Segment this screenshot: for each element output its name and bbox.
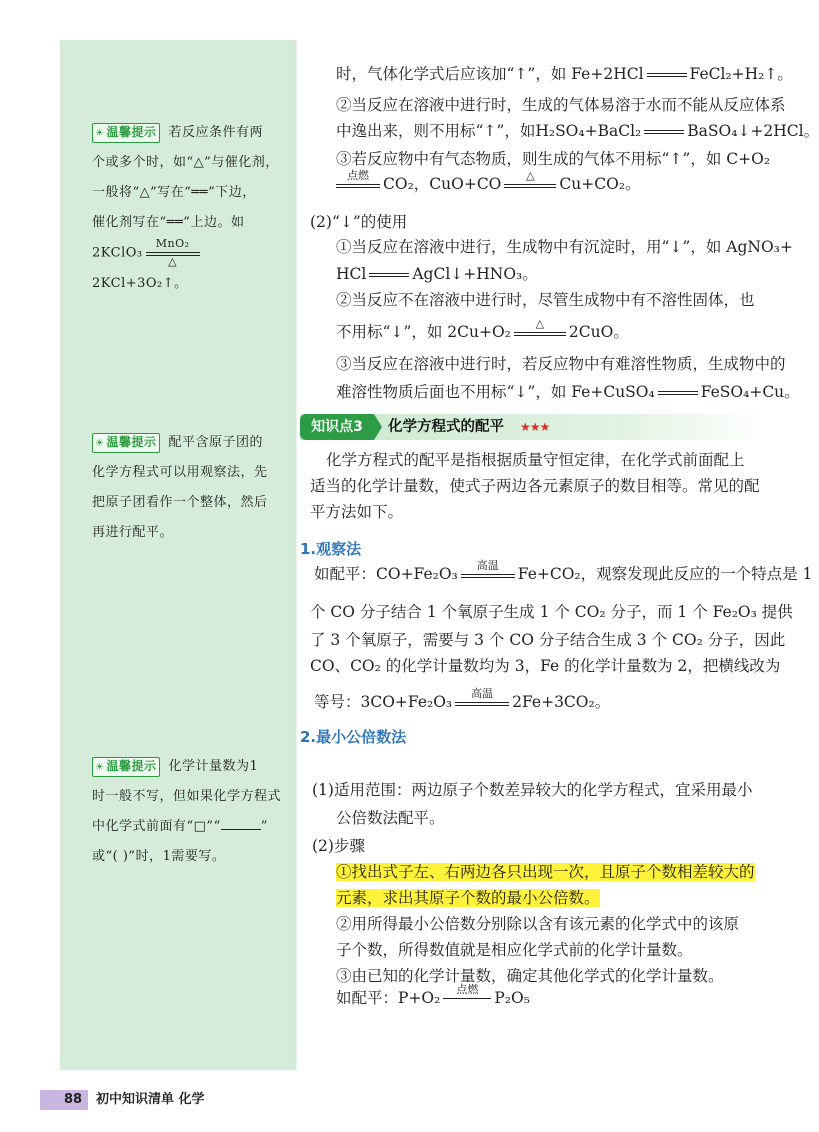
text-line: 难溶性物质后面也不用标“↓”，如 Fe+CuSO₄ FeSO₄+Cu。 — [336, 383, 800, 401]
bulb-icon: ☀ — [95, 128, 105, 139]
page-number: 88 — [64, 1092, 83, 1107]
tip-text: 再进行配平。 — [92, 525, 174, 540]
highlighted-line: 元素，求出其原子个数的最小公倍数。 — [336, 889, 600, 907]
text-line: (1)适用范围：两边原子个数差异较大的化学方程式，宜采用最小 — [312, 781, 753, 799]
tip-text: 中化学式前面有“□”“ ” — [92, 819, 268, 834]
text-line: 子个数，所得数值就是相应化学式前的化学计量数。 — [336, 941, 693, 959]
text-line: (2)“↓”的使用 — [310, 213, 408, 231]
tip-box-1 — [92, 118, 288, 291]
subheading-observation-method: 1.观察法 — [300, 540, 362, 558]
tip-text: 一般将“△”写在“══”下边， — [92, 185, 256, 200]
tip-label: ☀ 温馨提示 — [92, 757, 160, 777]
text-line: ③若反应物中有气态物质，则生成的气体不用标“↑”，如 C+O₂ — [336, 150, 771, 168]
text-line: 了 3 个氧原子，需要与 3 个 CO 分子结合生成 3 个 CO₂ 分子，因此 — [310, 631, 786, 649]
subheading-lcm-method: 2.最小公倍数法 — [300, 728, 407, 746]
tip-text: 把原子团看作一个整体，然后 — [92, 495, 268, 510]
highlighted-line: ①找出式子左、右两边各只出现一次，且原子个数相差较大的 — [336, 863, 755, 881]
text-line: 化学方程式的配平是指根据质量守恒定律，在化学式前面配上 — [326, 451, 745, 469]
tip-text: 配平含原子团的 — [168, 435, 263, 450]
section-title: 化学方程式的配平 — [388, 419, 504, 435]
difficulty-stars: ★★★ — [520, 420, 550, 434]
tip-box-2 — [92, 428, 288, 548]
section-tag: 知识点3 — [300, 414, 374, 440]
footer-book-title: 初中知识清单 化学 — [96, 1092, 205, 1107]
text-line: ②当反应不在溶液中进行时，尽管生成物中有不溶性固体，也 — [336, 291, 755, 309]
text-line: 如配平：P+O₂ 点燃 P₂O₅ — [336, 983, 530, 1007]
text-line: HCl AgCl↓+HNO₃。 — [336, 265, 538, 283]
text-line: ②用所得最小公倍数分别除以含有该元素的化学式中的该原 — [336, 915, 740, 933]
bulb-icon: ☀ — [95, 762, 105, 773]
text-line: 如配平：CO+Fe₂O₃ 高温 Fe+CO₂，观察发现此反应的一个特点是 1 — [314, 559, 813, 583]
text-line: ①当反应在溶液中进行，生成物中有沉淀时，用“↓”，如 AgNO₃+ — [336, 238, 793, 256]
text-line: 个 CO 分子结合 1 个氧原子生成 1 个 CO₂ 分子，而 1 个 Fe₂O₃ 提供 — [310, 603, 793, 621]
text-line: 中逸出来，则不用标“↑”，如H₂SO₄+BaCl₂ BaSO₄↓+2HCl。 — [336, 122, 819, 140]
text-line: ②当反应在溶液中进行时，生成的气体易溶于水而不能从反应体系 — [336, 96, 786, 114]
tip-box-3 — [92, 752, 288, 872]
text-line: 时，气体化学式后应该加“↑”，如 Fe+2HCl FeCl₂+H₂↑。 — [336, 65, 793, 83]
bulb-icon: ☀ — [95, 438, 105, 449]
section-tag-arrow — [374, 414, 382, 440]
text-line: 适当的化学计量数，使式子两边各元素原子的数目相等。常见的配 — [310, 477, 760, 495]
tip-text: 若反应条件有两 — [168, 125, 263, 140]
panel-edge — [294, 40, 298, 1070]
text-line: 不用标“↓”，如 2Cu+O₂ △ 2CuO。 — [336, 317, 629, 341]
tip-equation: 2KClO₃ MnO₂ △ 2KCl+3O₂↑。 — [92, 238, 288, 272]
tip-text: 化学方程式可以用观察法，先 — [92, 465, 268, 480]
tip-label: ☀ 温馨提示 — [92, 433, 160, 453]
tip-text: 化学计量数为1 — [168, 759, 259, 774]
text-line: 平方法如下。 — [310, 503, 404, 521]
text-line: 公倍数法配平。 — [336, 809, 445, 827]
tip-text: 或“( )”时，1需要写。 — [92, 849, 226, 864]
tip-text: 时一般不写，但如果化学方程式 — [92, 789, 282, 804]
text-line: 点燃 CO₂，CuO+CO △ Cu+CO₂。 — [336, 170, 806, 200]
text-line: ③由已知的化学计量数，确定其他化学式的化学计量数。 — [336, 967, 724, 985]
text-line: ③当反应在溶液中进行时，若反应物中有难溶性物质，生成物中的 — [336, 355, 786, 373]
tip-text: 个或多个时，如“△”与催化剂， — [92, 155, 279, 170]
text-line: 等号：3CO+Fe₂O₃ 高温 2Fe+3CO₂。 — [314, 687, 611, 711]
text-line: (2)步骤 — [312, 837, 365, 855]
tip-label: ☀ 温馨提示 — [92, 123, 160, 143]
tip-text: 催化剂写在“══”上边。如 — [92, 215, 245, 230]
text-line: CO、CO₂ 的化学计量数均为 3，Fe 的化学计量数为 2，把横线改为 — [310, 657, 781, 675]
